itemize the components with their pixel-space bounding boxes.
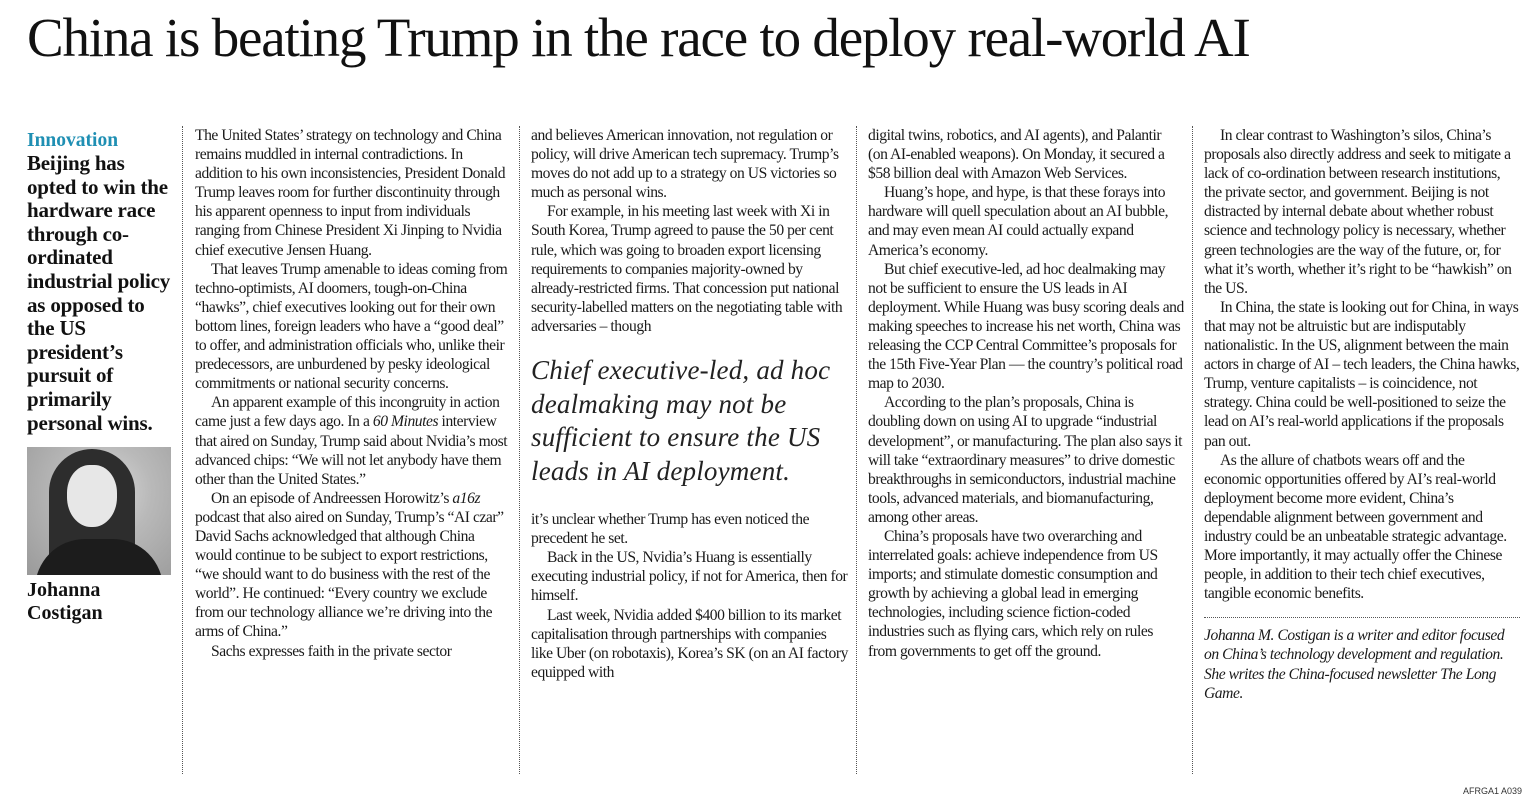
text-run: On an episode of Andreessen Horowitz’s: [211, 489, 453, 507]
paragraph: According to the plan’s proposals, China is doubling down on using AI to upgrade “industrial development”, or manufacturing. The plan also says it will take “extraordinary measures” to drive domestic breakthroughs in semiconductors, industrial machine tools, advanced materials, and biomanufacturing, among other areas.: [868, 394, 1183, 526]
bio-divider: [1204, 617, 1520, 618]
paragraph: In clear contrast to Washington’s silos, China’s proposals also directly address and seek to mitigate a lack of co-ordination between research institutions, the private sector, and government. Beijing is not distracted by internal debate about whether robust science and technology policy is necessary, whether green technologies are the way of the future, or, for what it’s worth, whether it’s right to be “hawkish” on the US.: [1204, 127, 1512, 297]
article-column-1: [195, 126, 513, 774]
paragraph: Huang’s hope, and hype, is that these forays into hardware will quell speculation about an AI bubble, and may even mean AI could actually expand America’s economy.: [868, 184, 1169, 259]
column-divider: [1192, 126, 1193, 774]
paragraph: As the allure of chatbots wears off and the economic opportunities offered by AI’s real-world deployment become more evident, China’s dependable alignment between government and industry could be an unbeatable strategic advantage. More importantly, it may actually offer the Chinese people, in addition to their tech chief executives, tangible economic benefits.: [1204, 451, 1507, 603]
paragraph: [195, 393, 513, 488]
page-code: AFRGA1 A039: [1462, 786, 1522, 796]
paragraph: digital twins, robotics, and AI agents), and Palantir (on AI-enabled weapons). On Monday, it secured a $58 billion deal with Amazon Web Services.: [868, 127, 1165, 183]
author-last-name: Costigan: [27, 602, 103, 625]
author-photo: [27, 447, 171, 575]
article-column-2: [531, 126, 851, 774]
text-run: podcast that also aired on Sunday, Trump’s “AI czar” David Sachs acknowledged that although China would continue to be subject to export restrictions, “we should want to do business with the rest of the world”. He continued: “Every country we exclude from our technology alliance we’re driving into the arms of China.”: [195, 508, 504, 641]
paragraph: But chief executive-led, ad hoc dealmaking may not be sufficient to ensure the US leads in AI deployment. While Huang was busy scoring deals and making speeches to increase his net worth, China was releasing the CCP Central Committee’s proposals for the 15th Five-Year Plan — the country’s political road map to 2030.: [868, 260, 1184, 393]
standfirst: Beijing has opted to win the hardware race through co-ordinated industrial policy as opposed to the US president’s pursuit of primarily personal wins.: [27, 151, 171, 435]
article-column-3: [868, 126, 1184, 774]
author-first-name: Johanna: [27, 579, 101, 602]
author-photo-face: [67, 465, 117, 527]
podcast-title: a16z: [452, 489, 481, 507]
paragraph: The United States’ strategy on technology and China remains muddled in internal contradictions. In addition to his own inconsistencies, President Donald Trump leaves room for further discontinuity through his apparent openness to input from individuals ranging from Chinese President Xi Jinping to Nvidia chief executive Jensen Huang.: [195, 127, 506, 259]
paragraph: Last week, Nvidia added $400 billion to its market capitalisation through partnerships with companies like Uber (on robotaxis), Korea’s SK (on an AI factory equipped with: [531, 606, 848, 681]
column-divider: [182, 126, 183, 774]
paragraph: That leaves Trump amenable to ideas coming from techno-optimists, AI doomers, tough-on-China “hawks”, chief executives looking out for their own bottom lines, foreign leaders who have a “good deal” to offer, and administration officials who, unlike their predecessors, are unburdened by pesky ideological commitments or national security concerns.: [195, 260, 508, 393]
paragraph: In China, the state is looking out for China, in ways that may not be altruistic but are indisputably nationalistic. In the US, alignment between the main actors in charge of AI – tech leaders, the China hawks, Trump, venture capitalists – is coincidence, not strategy. China could be well-positioned to seize the lead on AI’s real-world applications if the proposals pan out.: [1204, 298, 1520, 450]
author-bio: Johanna M. Costigan is a writer and editor focused on China’s technology development and regulation. She writes the China-focused newsletter The Long Game.: [1204, 627, 1505, 702]
paragraph: it’s unclear whether Trump has even noticed the precedent he set.: [531, 511, 810, 548]
paragraph: [195, 489, 513, 642]
author-byline: [27, 579, 173, 625]
pull-quote: Chief executive-led, ad hoc dealmaking may not be sufficient to ensure the US leads in AI deployment.: [531, 355, 831, 486]
paragraph: China’s proposals have two overarching and interrelated goals: achieve independence from US imports; and stimulate domestic consumption and growth by achieving a global lead in emerging technologies, including science fiction-coded industries such as flying cars, which rely on rules from governments to get off the ground.: [868, 527, 1158, 660]
text-run: interview that aired on Sunday, Trump said about Nvidia’s most advanced chips: “We will not let anybody have them other than the United States.”: [195, 413, 508, 488]
column-divider: [519, 126, 520, 774]
article-headline: China is beating Trump in the race to deploy real-world AI: [27, 7, 1250, 68]
article-sidebar: [27, 130, 173, 625]
paragraph: Back in the US, Nvidia’s Huang is essentially executing industrial policy, if not for America, then for himself.: [531, 549, 848, 605]
section-kicker: Innovation: [27, 130, 119, 151]
paragraph: and believes American innovation, not regulation or policy, will drive American tech supremacy. Trump’s moves do not add up to a strategy on US victories so much as personal wins.: [531, 127, 839, 202]
show-title: 60 Minutes: [372, 413, 439, 431]
paragraph: Sachs expresses faith in the private sector: [211, 642, 452, 660]
text-run: An apparent example of this incongruity in action came just a few days ago. In a: [195, 394, 500, 431]
article-column-4: [1204, 126, 1520, 774]
column-divider: [856, 126, 857, 774]
paragraph: For example, in his meeting last week with Xi in South Korea, Trump agreed to pause the 50 per cent rule, which was going to broaden export licensing requirements to companies majority-owned by already-restricted firms. That concession put national security-labelled matters on the negotiating table with adversaries – though: [531, 203, 843, 335]
